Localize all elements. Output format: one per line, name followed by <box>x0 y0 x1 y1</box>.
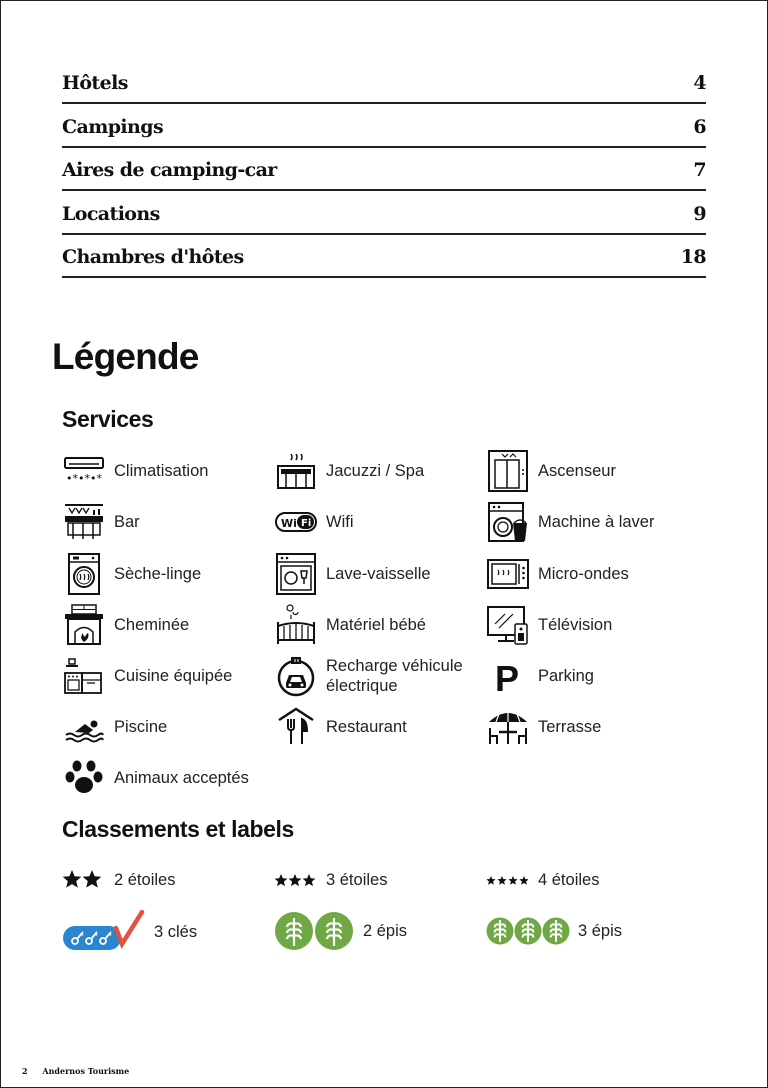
toc-label: Chambres d'hôtes <box>62 246 244 268</box>
toc-page-number: 9 <box>693 202 706 225</box>
service-label: Terrasse <box>538 718 602 736</box>
service-jacuzzi <box>274 449 424 493</box>
rating-2-stars <box>62 869 175 891</box>
service-label: Machine à laver <box>538 513 655 531</box>
wheat-ear-icon <box>274 910 354 952</box>
service-television <box>486 603 612 647</box>
service-label: Recharge véhicule électrique <box>326 657 463 695</box>
toc-page-number: 6 <box>693 115 706 138</box>
svg-text:•*•*•*: •*•*•* <box>66 472 102 485</box>
toc-row-camping-car[interactable] <box>62 148 706 192</box>
service-parking <box>486 654 594 698</box>
rating-label: 3 clés <box>154 922 198 941</box>
service-label: Wifi <box>326 513 354 531</box>
toc-page-number: 18 <box>680 246 706 268</box>
rating-label: 2 épis <box>363 921 408 940</box>
ev-charging-icon <box>274 654 318 698</box>
toc-page-number: 7 <box>693 159 706 181</box>
rating-label: 4 étoiles <box>538 870 600 889</box>
toc-label: Aires de camping-car <box>62 159 277 181</box>
footer <box>22 1066 129 1076</box>
service-cheminee <box>62 603 189 647</box>
table-of-contents <box>62 62 706 278</box>
page-number: 2 <box>22 1066 28 1076</box>
washing-machine-icon <box>486 500 530 544</box>
parking-icon <box>486 654 530 698</box>
service-cuisine-equipee <box>62 654 232 698</box>
services-title: Services <box>62 406 154 432</box>
toc-row-hotels[interactable] <box>62 62 706 104</box>
service-label: Micro-ondes <box>538 565 629 583</box>
microwave-icon <box>486 552 530 596</box>
service-bar <box>62 500 140 544</box>
service-label: Parking <box>538 667 594 685</box>
service-label: Matériel bébé <box>326 616 426 634</box>
service-micro-ondes <box>486 552 629 596</box>
service-machine-a-laver <box>486 500 654 544</box>
service-recharge-vehicule <box>274 654 476 698</box>
legend-title: Légende <box>52 336 199 377</box>
toc-label: Locations <box>62 202 160 225</box>
service-piscine <box>62 705 167 749</box>
rating-4-stars <box>486 869 599 891</box>
bar-icon <box>62 500 106 544</box>
toc-row-campings[interactable] <box>62 104 706 148</box>
toc-label: Campings <box>62 115 164 138</box>
service-label: Restaurant <box>326 718 407 736</box>
service-label: Cuisine équipée <box>114 667 233 685</box>
service-animaux <box>62 756 249 800</box>
toc-row-chambres-hotes[interactable] <box>62 235 706 279</box>
service-label: Ascenseur <box>538 462 616 480</box>
service-lave-vaisselle <box>274 552 431 596</box>
key-label-icon <box>62 910 146 954</box>
service-seche-linge <box>62 552 201 596</box>
service-ascenseur <box>486 449 616 493</box>
star-icon <box>62 869 104 891</box>
rating-3-keys <box>62 910 197 954</box>
service-materiel-bebe <box>274 603 426 647</box>
rating-2-epis <box>274 910 407 952</box>
service-label: Piscine <box>114 718 168 736</box>
swimming-pool-icon <box>62 705 106 749</box>
rating-label: 3 épis <box>578 921 623 940</box>
service-label: Lave-vaisselle <box>326 565 431 583</box>
service-label: Cheminée <box>114 616 190 634</box>
dishwasher-icon <box>274 552 318 596</box>
labels-title: Classements et labels <box>62 816 294 842</box>
service-restaurant <box>274 705 407 749</box>
service-climatisation <box>62 449 208 493</box>
publisher-name: Andernos Tourisme <box>42 1066 130 1076</box>
air-conditioner-icon <box>62 449 106 493</box>
wheat-ear-icon <box>486 910 570 952</box>
wifi-icon <box>274 500 318 544</box>
rating-label: 2 étoiles <box>114 870 176 889</box>
elevator-icon <box>486 449 530 493</box>
service-label: Bar <box>114 513 140 531</box>
star-icon <box>486 869 528 891</box>
jacuzzi-icon <box>274 449 318 493</box>
svg-text:Fi: Fi <box>301 518 312 529</box>
rating-3-epis <box>486 910 622 952</box>
toc-page-number: 4 <box>693 72 706 94</box>
rating-3-stars <box>274 869 387 891</box>
toc-row-locations[interactable] <box>62 191 706 235</box>
service-label: Climatisation <box>114 462 209 480</box>
terrace-icon <box>486 705 530 749</box>
service-label: Jacuzzi / Spa <box>326 462 425 480</box>
service-label: Télévision <box>538 616 613 634</box>
kitchen-icon <box>62 654 106 698</box>
star-icon <box>274 869 316 891</box>
service-label: Sèche-linge <box>114 565 202 583</box>
fireplace-icon <box>62 603 106 647</box>
service-label: Animaux acceptés <box>114 769 249 787</box>
service-terrasse <box>486 705 601 749</box>
restaurant-icon <box>274 705 318 749</box>
svg-text:Wi: Wi <box>281 517 297 530</box>
toc-label: Hôtels <box>62 72 128 94</box>
dryer-icon <box>62 552 106 596</box>
service-wifi <box>274 500 354 544</box>
baby-crib-icon <box>274 603 318 647</box>
svg-text:P: P <box>495 658 520 697</box>
paw-icon <box>62 756 106 800</box>
rating-label: 3 étoiles <box>326 870 388 889</box>
television-icon <box>486 603 530 647</box>
